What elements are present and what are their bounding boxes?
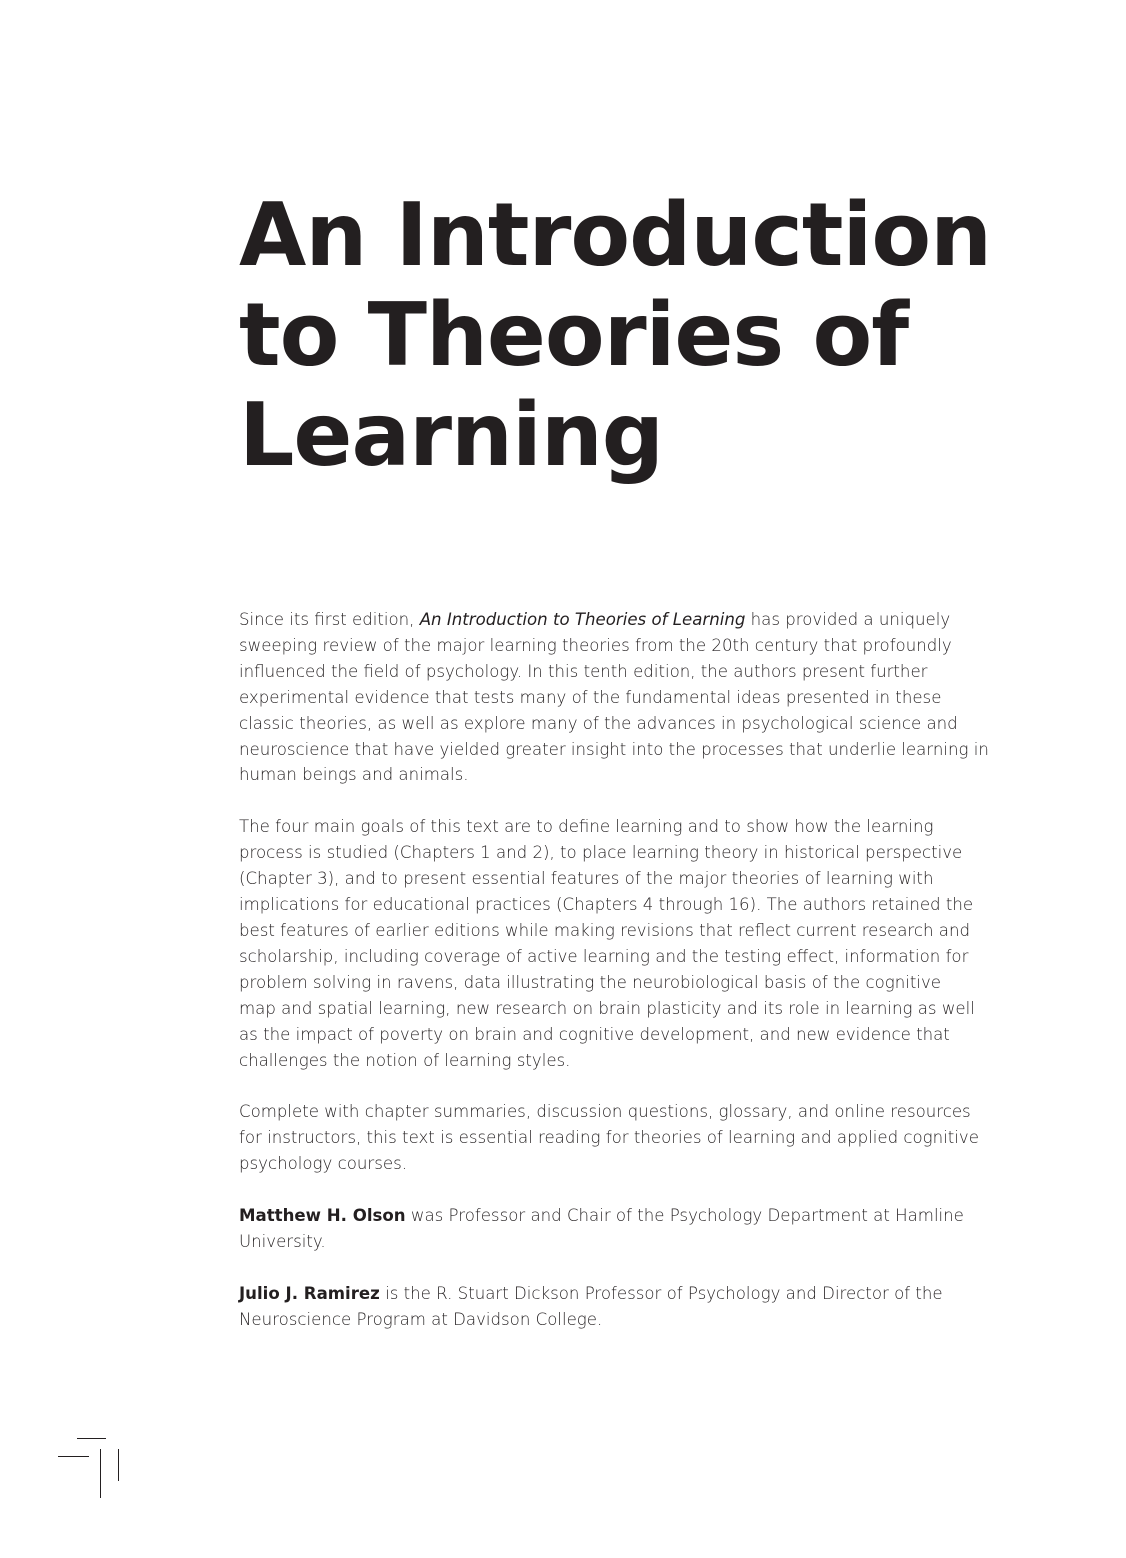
text-line: neuroscience that have yielded greater insight into the processes that underlie learning in (239, 739, 989, 759)
text-line: influenced the field of psychology. In this tenth edition, the authors present further (239, 661, 928, 681)
paragraph-spacer (239, 788, 999, 814)
crop-mark (58, 1456, 89, 1457)
title-line-3: Learning (239, 384, 664, 486)
text-line: as the impact of poverty on brain and cognitive development, and new evidence that (239, 1024, 950, 1044)
author-bio-olson (239, 1203, 999, 1255)
text-line: for instructors, this text is essential reading for theories of learning and applied cognitive (239, 1128, 979, 1148)
title-line-2: to Theories of (239, 284, 909, 386)
text-line: process is studied (Chapters 1 and 2), to place learning theory in historical perspective (239, 843, 963, 863)
author-name: Julio J. Ramirez (239, 1283, 380, 1303)
text-line: map and spatial learning, new research on brain plasticity and its role in learning as well (239, 998, 975, 1018)
text-line: Julio J. Ramirez is the R. Stuart Dickson Professor of Psychology and Director of the (239, 1283, 943, 1303)
book-description (239, 607, 999, 1333)
paragraph-spacer (239, 1177, 999, 1203)
text-line: Neuroscience Program at Davidson College. (239, 1309, 603, 1329)
text-line: University. (239, 1232, 326, 1252)
text-line: implications for educational practices (Chapters 4 through 16). The authors retained the (239, 895, 974, 915)
book-title (239, 185, 999, 485)
text-line: Since its first edition, An Introduction to Theories of Learning has provided a uniquely (239, 610, 951, 629)
crop-mark (77, 1438, 106, 1439)
crop-mark (100, 1449, 101, 1498)
italic-book-title: An Introduction to Theories of Learning (419, 610, 746, 629)
text-line: sweeping review of the major learning theories from the 20th century that profoundly (239, 635, 952, 655)
text-line: challenges the notion of learning styles. (239, 1050, 571, 1070)
text-line: human beings and animals. (239, 765, 469, 785)
description-paragraph-2 (239, 814, 999, 1073)
crop-mark (118, 1449, 119, 1481)
paragraph-spacer (239, 1073, 999, 1099)
text-line: best features of earlier editions while making revisions that reflect current research and (239, 920, 970, 940)
text-line: experimental evidence that tests many of the fundamental ideas presented in these (239, 687, 942, 707)
author-bio-ramirez (239, 1281, 999, 1333)
text-line: (Chapter 3), and to present essential features of the major theories of learning with (239, 869, 934, 889)
text-line: problem solving in ravens, data illustrating the neurobiological basis of the cognitive (239, 972, 941, 992)
paragraph-spacer (239, 1255, 999, 1281)
author-name: Matthew H. Olson (239, 1206, 406, 1226)
text-line: The four main goals of this text are to define learning and to show how the learning (239, 817, 934, 837)
text-line: Matthew H. Olson was Professor and Chair of the Psychology Department at Hamline (239, 1206, 964, 1226)
text-line: classic theories, as well as explore many of the advances in psychological science and (239, 713, 958, 733)
title-line-1: An Introduction (239, 184, 992, 286)
text-line: Complete with chapter summaries, discussion questions, glossary, and online resources (239, 1102, 971, 1122)
text-line: scholarship, including coverage of active learning and the testing effect, information for (239, 946, 969, 966)
description-paragraph-3 (239, 1099, 999, 1177)
description-paragraph-1 (239, 607, 999, 788)
text-line: psychology courses. (239, 1154, 407, 1174)
